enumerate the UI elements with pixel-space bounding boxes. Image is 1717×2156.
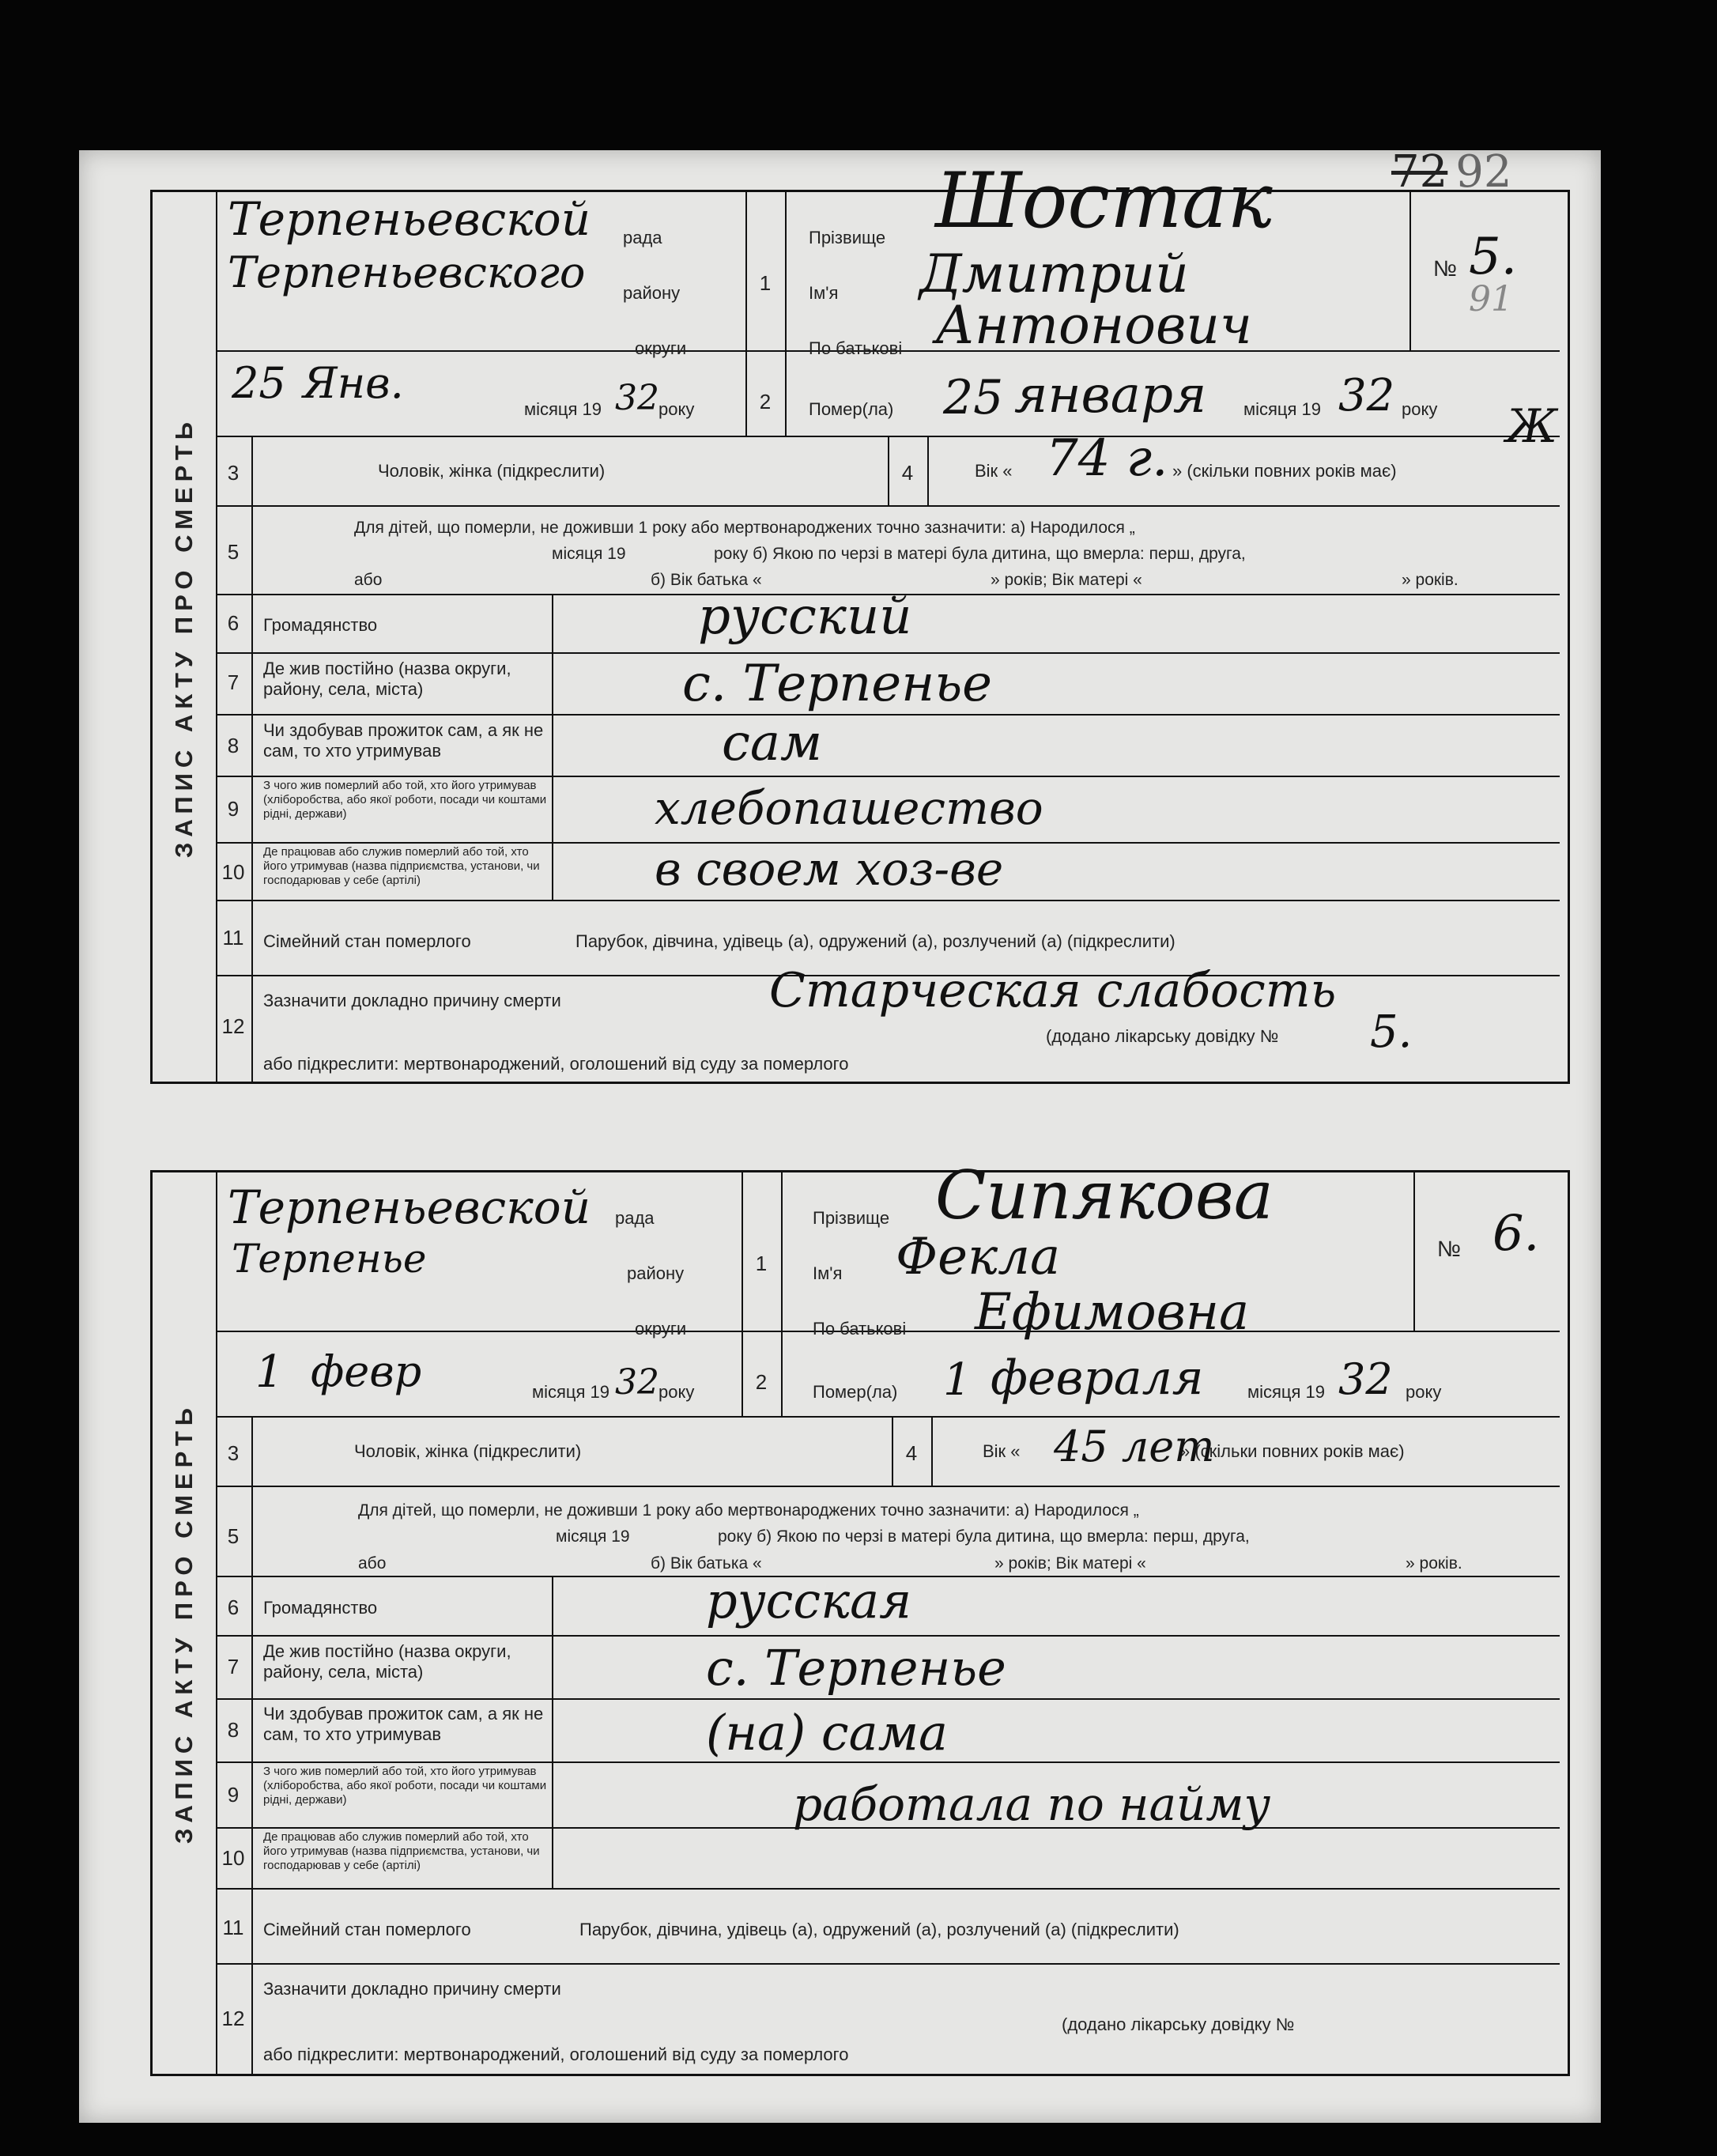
hw-number: 5. bbox=[1469, 228, 1518, 286]
label-misyatsia-pomer-2: місяця 19 bbox=[1247, 1382, 1326, 1402]
row-number-7: 7 bbox=[227, 670, 240, 694]
label-roku: року bbox=[658, 399, 695, 419]
label-prizvyshche-2: Прізвище bbox=[813, 1208, 890, 1228]
label-children-2b: року б) Якою по черзі в матері була дитина, що вмерла: перш, друга, bbox=[714, 545, 1246, 563]
hw-district: Терпеньевского bbox=[228, 247, 586, 297]
hw-occupation-2: работала по найму bbox=[793, 1777, 1271, 1831]
hw-surname-2: Сипякова bbox=[935, 1157, 1274, 1234]
label-children-3b: б) Вік батька « bbox=[651, 571, 762, 589]
label-z-choho: З чого жив померлий або той, хто його утримував (хліборобства, або якої роботи, посади чи коштами рідні, держави) bbox=[263, 779, 547, 821]
label-children-3d-2: » років. bbox=[1406, 1554, 1462, 1573]
label-de-zhyv: Де жив постійно (назва округи, району, села, міста) bbox=[263, 659, 511, 700]
label-chy-zdobuvav: Чи здобував прожиток сам, а як не сам, то хто утримував bbox=[263, 720, 544, 761]
hw-council-2: Терпеньевской bbox=[228, 1180, 591, 1234]
hw-number-pencil: 91 bbox=[1469, 279, 1513, 319]
label-imia-2: Ім'я bbox=[813, 1263, 843, 1283]
hw-livelihood-2: (на) сама bbox=[706, 1704, 948, 1761]
row-number-10-2: 10 bbox=[221, 1846, 245, 1870]
label-abo-pidkreslyty-2: або підкреслити: мертвонароджений, оголошений від суду за померлого bbox=[263, 2045, 849, 2064]
label-rada: рада bbox=[623, 228, 662, 247]
label-dodano: (додано лікарську довідку № bbox=[1046, 1026, 1279, 1046]
label-vik: Вік « bbox=[975, 461, 1013, 481]
label-children-3d: » років. bbox=[1402, 571, 1459, 589]
label-raionu-2: району bbox=[627, 1263, 685, 1283]
label-cholovik: Чоловік, жінка (підкреслити) bbox=[378, 461, 606, 481]
label-po-batkovi-2: По батькові bbox=[813, 1319, 907, 1339]
folio-current: 92 bbox=[1455, 146, 1512, 198]
hw-certificate: 5. bbox=[1370, 1006, 1413, 1058]
hw-reg-year: 32 bbox=[615, 378, 659, 418]
hw-surname: Шостак bbox=[935, 157, 1273, 245]
row-number-2: 2 bbox=[759, 390, 772, 413]
label-nomer-2: № bbox=[1437, 1237, 1462, 1261]
hw-death-day-2: 1 bbox=[943, 1354, 972, 1406]
label-chy-zdobuvav-2: Чи здобував прожиток сам, а як не сам, то хто утримував bbox=[263, 1704, 544, 1745]
hw-reg-year-2: 32 bbox=[615, 1362, 659, 1403]
row-number-11: 11 bbox=[222, 926, 244, 950]
label-children-3b-2: б) Вік батька « bbox=[651, 1554, 762, 1573]
label-children-2-2: місяця 19 bbox=[556, 1527, 630, 1546]
label-prychyna-2: Зазначити докладно причину смерти bbox=[263, 1979, 561, 1999]
label-de-pratsiuvav: Де працював або служив померлий або той, хто його утримував (назва підприємства, установи, чи господарював у себе (артілі) bbox=[263, 845, 540, 887]
hw-death-day: 25 bbox=[943, 370, 1004, 425]
row-number-6-2: 6 bbox=[227, 1595, 240, 1619]
row-number-12-2: 12 bbox=[221, 2007, 245, 2030]
row-number-5-2: 5 bbox=[227, 1524, 240, 1548]
label-hromadianstvo-2: Громадянство bbox=[263, 1598, 378, 1618]
hw-age: 74 г. bbox=[1046, 429, 1168, 488]
row-number-6: 6 bbox=[227, 611, 240, 635]
label-dodano-2: (додано лікарську довідку № bbox=[1062, 2014, 1295, 2034]
row-number-3: 3 bbox=[227, 461, 240, 485]
row-number-4-2: 4 bbox=[905, 1441, 918, 1465]
hw-death-month: января bbox=[1014, 366, 1207, 425]
label-vik-suffix: » (скільки повних років має) bbox=[1172, 461, 1397, 481]
side-title-box-2 bbox=[153, 1172, 217, 2074]
hw-residence-2: с. Терпенье bbox=[706, 1639, 1006, 1697]
label-children-3c: » років; Вік матері « bbox=[991, 571, 1142, 589]
hw-reg-day-2: 1 bbox=[255, 1346, 284, 1398]
hw-reg-month-2: февр bbox=[311, 1346, 422, 1396]
hw-residence: с. Терпенье bbox=[682, 655, 993, 713]
label-simeinyi-2: Сімейний стан померлого bbox=[263, 1920, 471, 1939]
row-number-11-2: 11 bbox=[222, 1916, 244, 1939]
side-title-2: ЗАПИС АКТУ ПРО СМЕРТЬ bbox=[170, 1402, 198, 1844]
label-de-pratsiuvav-2: Де працював або служив померлий або той, хто його утримував (назва підприємства, установи, чи господарював у себе (артілі) bbox=[263, 1830, 540, 1872]
label-children-1-2: Для дітей, що померли, не доживши 1 року або мертвонароджених точно зазначити: а) Народилося „ bbox=[358, 1501, 1139, 1520]
hw-citizenship-2: русская bbox=[706, 1572, 912, 1629]
side-title: ЗАПИС АКТУ ПРО СМЕРТЬ bbox=[170, 416, 198, 858]
death-record-form-2 bbox=[150, 1157, 1570, 2076]
label-roku-pomer-2: року bbox=[1406, 1382, 1442, 1402]
hw-margin-note: Ж bbox=[1506, 399, 1558, 453]
row-number-9-2: 9 bbox=[227, 1783, 240, 1807]
label-misyatsia-pomer: місяця 19 bbox=[1243, 399, 1322, 419]
label-okrugy: округи bbox=[635, 338, 687, 358]
hw-name: Дмитрий bbox=[919, 244, 1189, 304]
label-prizvyshche: Прізвище bbox=[809, 228, 886, 247]
row-number-3-2: 3 bbox=[227, 1441, 240, 1465]
hw-council: Терпеньевской bbox=[228, 192, 591, 246]
hw-reg-day: 25 bbox=[232, 358, 286, 408]
label-cholovik-2: Чоловік, жінка (підкреслити) bbox=[354, 1441, 582, 1461]
label-simeinyi: Сімейний стан померлого bbox=[263, 931, 471, 951]
label-z-choho-2: З чого жив померлий або той, хто його утримував (хліборобства, або якої роботи, посади чи коштами рідні, держави) bbox=[263, 1765, 547, 1807]
hw-occupation: хлебопашество bbox=[655, 781, 1043, 835]
hw-death-year-2: 32 bbox=[1338, 1354, 1393, 1404]
hw-workplace: в своем хоз-ве bbox=[655, 842, 1004, 896]
label-imia: Ім'я bbox=[809, 283, 839, 303]
label-children-3a-2: або bbox=[358, 1554, 387, 1573]
hw-name-2: Фекла bbox=[896, 1228, 1061, 1286]
hw-death-month-2: февраля bbox=[991, 1350, 1204, 1406]
row-number-10: 10 bbox=[221, 860, 245, 884]
hw-patronymic-2: Ефимовна bbox=[975, 1283, 1250, 1342]
label-misyatsia: місяця 19 bbox=[524, 399, 602, 419]
label-roku-pomer: року bbox=[1402, 399, 1438, 419]
label-simeinyi-opts: Парубок, дівчина, удівець (а), одружений (а), розлучений (а) (підкреслити) bbox=[575, 931, 1175, 951]
label-children-3c-2: » років; Вік матері « bbox=[994, 1554, 1146, 1573]
row-number-1: 1 bbox=[759, 271, 772, 295]
label-okrugy-2: округи bbox=[635, 1319, 687, 1339]
hw-reg-month: Янв. bbox=[303, 358, 404, 408]
row-number-8-2: 8 bbox=[227, 1718, 240, 1742]
label-simeinyi-opts-2: Парубок, дівчина, удівець (а), одружений (а), розлучений (а) (підкреслити) bbox=[579, 1920, 1179, 1939]
row-number-5: 5 bbox=[227, 540, 240, 564]
label-children-2b-2: року б) Якою по черзі в матері була дитина, що вмерла: перш, друга, bbox=[718, 1527, 1250, 1546]
hw-number-2: 6. bbox=[1492, 1204, 1540, 1262]
row-number-4: 4 bbox=[901, 461, 914, 485]
label-pomer: Помер(ла) bbox=[809, 399, 894, 419]
hw-death-year: 32 bbox=[1338, 370, 1395, 421]
hw-patronymic: Антонович bbox=[935, 295, 1252, 356]
label-prychyna: Зазначити докладно причину смерти bbox=[263, 991, 561, 1010]
hw-livelihood: сам bbox=[722, 714, 823, 772]
label-nomer: № bbox=[1433, 256, 1458, 281]
label-roku-2: року bbox=[658, 1382, 695, 1402]
row-number-9: 9 bbox=[227, 797, 240, 821]
label-misyatsia-2: місяця 19 bbox=[532, 1382, 610, 1402]
label-po-batkovi: По батькові bbox=[809, 338, 903, 358]
label-hromadianstvo: Громадянство bbox=[263, 615, 378, 635]
row-number-2-2: 2 bbox=[755, 1370, 768, 1394]
label-pomer-2: Помер(ла) bbox=[813, 1382, 898, 1402]
label-vik-suffix-2: » (скільки повних років має) bbox=[1180, 1441, 1405, 1461]
hw-age-2: 45 лет bbox=[1054, 1422, 1215, 1471]
label-rada-2: рада bbox=[615, 1208, 655, 1228]
row-number-8: 8 bbox=[227, 734, 240, 757]
label-children-2: місяця 19 bbox=[552, 545, 626, 563]
hw-district-2: Терпенье bbox=[232, 1236, 427, 1282]
row-number-1-2: 1 bbox=[755, 1252, 768, 1275]
label-children-1: Для дітей, що померли, не доживши 1 року або мертвонароджених точно зазначити: а) Народилося „ bbox=[354, 519, 1135, 537]
label-raionu: району bbox=[623, 283, 681, 303]
label-abo-pidkreslyty: або підкреслити: мертвонароджений, оголошений від суду за померлого bbox=[263, 1054, 849, 1074]
label-vik-2: Вік « bbox=[983, 1441, 1021, 1461]
hw-cause: Старческая слабость bbox=[769, 963, 1337, 1018]
side-title-box bbox=[153, 192, 217, 1082]
row-number-12: 12 bbox=[221, 1014, 245, 1038]
label-children-3a: або bbox=[354, 571, 383, 589]
label-de-zhyv-2: Де жив постійно (назва округи, району, села, міста) bbox=[263, 1641, 511, 1682]
hw-citizenship: русский bbox=[698, 587, 912, 646]
folio-struck: 72 bbox=[1391, 146, 1448, 198]
row-number-7-2: 7 bbox=[227, 1655, 240, 1678]
